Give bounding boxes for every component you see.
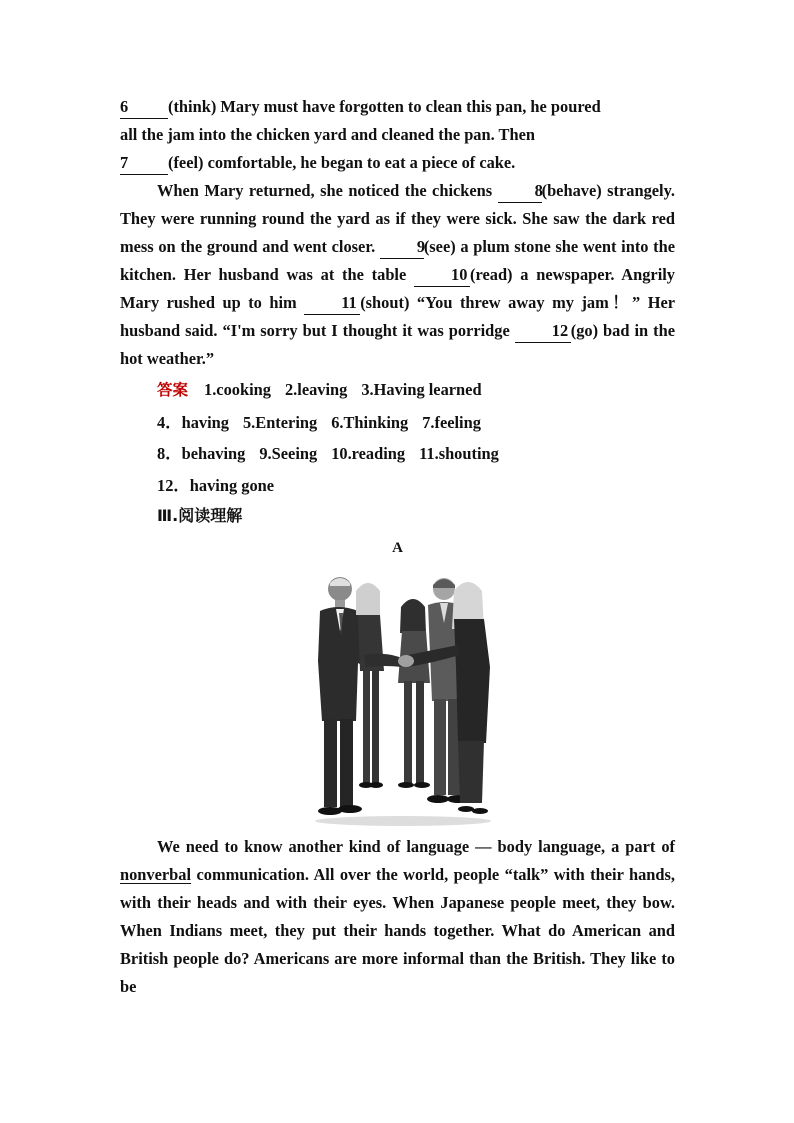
story-line-3: 7 (feel) comfortable, he began to eat a piece of cake. bbox=[120, 149, 675, 177]
blank-12[interactable]: 12 bbox=[515, 320, 571, 343]
person-dark-haired-woman bbox=[398, 599, 430, 788]
passage-paragraph: We need to know another kind of language — body language, a part of nonverbal communication. All over the world, people “talk” with their hands, with their heads and with their eyes. When Japanese people meet, they bow. When Indians meet, they put their hands together. What do American and British people do? Americans are more informal than the British. They like to be bbox=[120, 837, 675, 996]
answer-label: 答案 bbox=[157, 381, 189, 399]
document-page bbox=[120, 93, 675, 1001]
story-paragraph-2: When Mary returned, she noticed the chickens 8(behave) strangely. They were running round the yard as if they were sick. She saw the dark red mess on the ground and went closer. 9(see) a plum stone she went into the kitchen. Her husband was at the table 10 (read) a newspaper. Angrily Mary rushed up to him 11 (shout) “You threw away my jam！” Her husband said. “I'm sorry but I thought it was porridge 12 (go) bad in the hot weather.” bbox=[120, 181, 676, 368]
story-line-1: 6 (think) Mary must have forgotten to clean this pan, he poured bbox=[120, 93, 675, 121]
blank-6[interactable]: 6 bbox=[120, 96, 168, 119]
person-blond-woman bbox=[356, 583, 384, 788]
section-title: Ⅲ.阅读理解 bbox=[157, 506, 243, 525]
underlined-word: nonverbal bbox=[120, 865, 192, 884]
blank-8[interactable]: 8 bbox=[498, 180, 542, 203]
blank-10[interactable]: 10 bbox=[414, 264, 470, 287]
story-line-2: all the jam into the chicken yard and cleaned the pan. Then bbox=[120, 125, 535, 144]
answer-row-1: 答案 1.cooking 2.leaving 3.Having learned bbox=[157, 380, 482, 399]
blank-11[interactable]: 11 bbox=[304, 292, 360, 315]
passage-title: A bbox=[392, 540, 403, 556]
people-greeting-photo bbox=[308, 571, 498, 827]
blank-9[interactable]: 9 bbox=[380, 236, 424, 259]
answer-key bbox=[120, 374, 675, 501]
blank-7[interactable]: 7 bbox=[120, 152, 168, 175]
answer-row-4: 12．having gone bbox=[157, 475, 275, 495]
answer-row-3: 8．behaving 9.Seeing 10.reading 11.shouting bbox=[157, 444, 499, 463]
answer-row-2: 4．having 5.Entering 6.Thinking 7.feeling bbox=[157, 412, 481, 432]
